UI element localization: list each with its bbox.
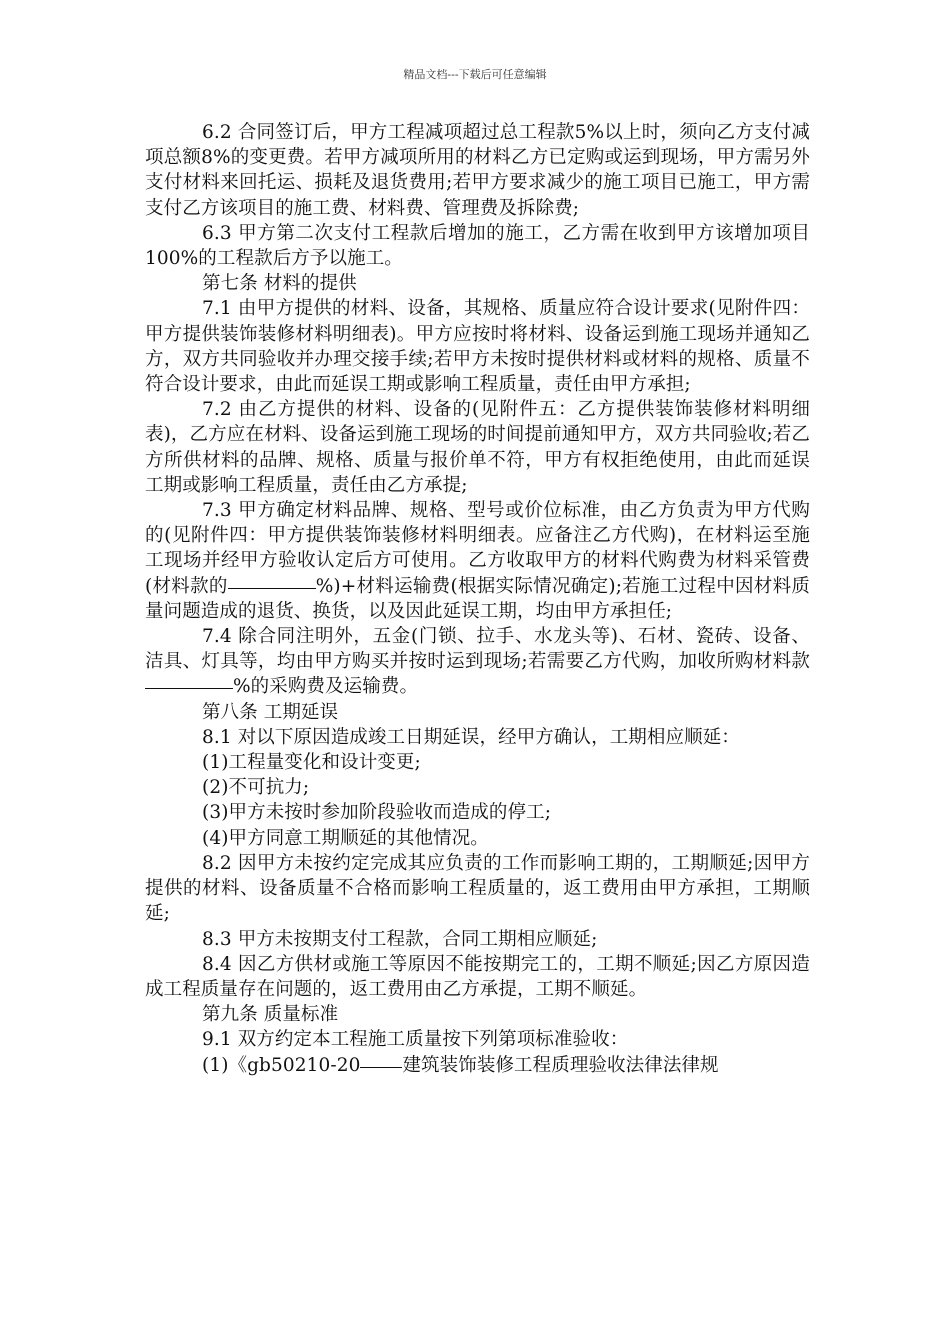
article-7-title: 第七条 材料的提供 xyxy=(202,273,357,295)
clause-9-1-item-1-text-a: (1)《gb50210-20 xyxy=(202,1054,361,1076)
list-item: (2)不可抗力; xyxy=(202,777,310,799)
clause-9-1-item-1-text-b: 建筑装饰装修工程质理验收法律法律规 xyxy=(402,1054,719,1076)
clause-8-3: 8.3 甲方未按期支付工程款，合同工期相应顺延; xyxy=(202,928,598,950)
document-body xyxy=(145,120,810,1078)
clause-7-4-text-b: %的采购费及运输费。 xyxy=(233,676,419,698)
article-9-title: 第九条 质量标准 xyxy=(202,1004,339,1026)
article-8-title: 第八条 工期延误 xyxy=(202,701,339,723)
clause-6-2: 6.2 合同签订后，甲方工程减项超过总工程款5%以上时，须向乙方支付减项总额8%的变更费。若甲方减项所用的材料乙方已定购或运到现场，甲方需另外支付材料来回托运、损耗及退货费用;若甲方要求减少的施工项目已施工，甲方需支付乙方该项目的施工费、材料费、管理费及拆除费; xyxy=(145,122,810,219)
clause-7-2: 7.2 由乙方提供的材料、设备的(见附件五：乙方提供装饰装修材料明细表)，乙方应在材料、设备运到施工现场的时间提前通知甲方，双方共同验收;若乙方所供材料的品牌、规格、质量与报价单不符，甲方有权拒绝使用，由此而延误工期或影响工程质量，责任由乙方承提; xyxy=(145,399,810,496)
clause-8-1: 8.1 对以下原因造成竣工日期延误，经甲方确认，工期相应顺延： xyxy=(202,726,740,748)
clause-7-3 xyxy=(145,498,810,624)
fill-blank-year xyxy=(360,1066,402,1068)
clause-8-4: 8.4 因乙方供材或施工等原因不能按期完工的，工期不顺延;因乙方原因造成工程质量存在问题的，返工费用由乙方承提，工期不顺延。 xyxy=(145,953,810,1000)
page-header: 精品文档---下载后可任意编辑 xyxy=(403,68,547,81)
list-item: (1)工程量变化和设计变更; xyxy=(202,752,421,774)
clause-9-1-item-1 xyxy=(145,1053,810,1078)
clause-7-1: 7.1 由甲方提供的材料、设备，其规格、质量应符合设计要求(见附件四：甲方提供装饰装修材料明细表)。甲方应按时将材料、设备运到施工现场并通知乙方，双方共同验收并办理交接手续;若甲方未按时提供材料或材料的规格、质量不符合设计要求，由此而延误工期或影响工程质量，责任由甲方承担; xyxy=(145,298,810,396)
clause-7-4-text-a: 7.4 除合同注明外，五金(门锁、拉手、水龙头等)、石材、瓷砖、设备、洁具、灯具等，均由甲方购买并按时运到现场;若需要乙方代购，加收所购材料款 xyxy=(145,626,810,673)
clause-9-1: 9.1 双方约定本工程施工质量按下列第项标准验收： xyxy=(202,1029,629,1051)
clause-6-3: 6.3 甲方第二次支付工程款后增加的施工，乙方需在收到甲方该增加项目100%的工程款后方予以施工。 xyxy=(145,222,810,270)
list-item: (3)甲方未按时参加阶段验收而造成的停工; xyxy=(202,802,552,824)
clause-8-2: 8.2 因甲方未按约定完成其应负责的工作而影响工期的，工期顺延;因甲方提供的材料、设备质量不合格而影响工程质量的，返工费用由甲方承担，工期顺延; xyxy=(145,852,810,925)
clause-7-4 xyxy=(145,624,810,700)
clause-7-3-text-a: 7.3 甲方确定材料品牌、规格、型号或价位标准，由乙方负责为甲方代购的(见附件四：甲方提供装饰装修材料明细表。应备注乙方代购)，在材料运至施工现场并经甲方验收认定后方可使用。乙方收取甲方的材料代购费为材料采管费(材料款的 xyxy=(145,500,810,597)
fill-blank-percent xyxy=(228,587,316,589)
clause-7-3-text-b: %)+材料运输费(根据实际情况确定);若施工过程中因材料质量问题造成的退货、换货，以及因此延误工期，均由甲方承担任; xyxy=(145,575,810,622)
fill-blank-percent xyxy=(145,687,233,689)
list-item: (4)甲方同意工期顺延的其他情况。 xyxy=(202,827,489,849)
